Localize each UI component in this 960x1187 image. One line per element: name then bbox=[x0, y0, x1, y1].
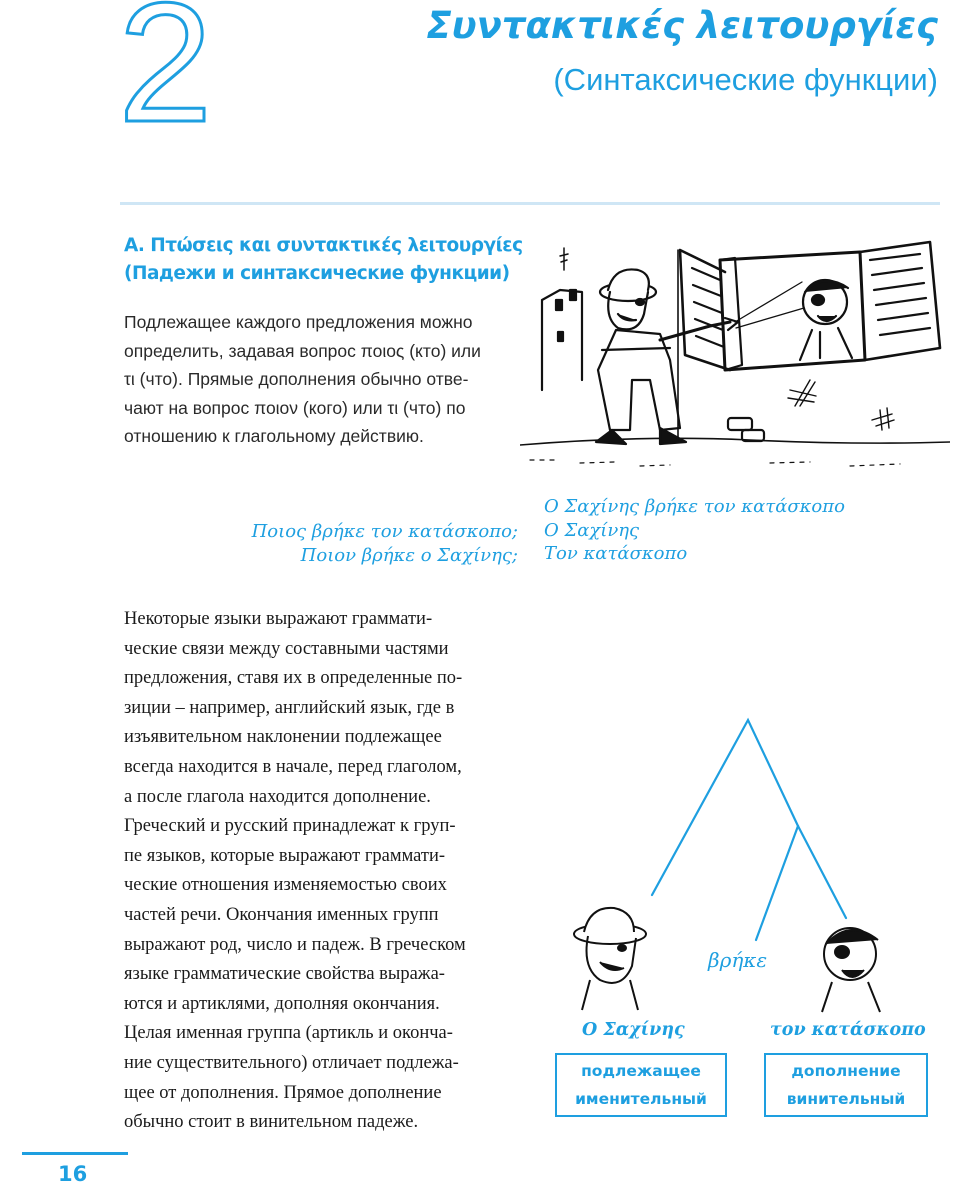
example-answer: Τον κατάσκοπο bbox=[544, 543, 688, 564]
section-heading bbox=[124, 232, 523, 288]
object-case: винительный bbox=[786, 1090, 906, 1108]
detective-spy-illustration bbox=[520, 230, 950, 470]
section-heading-russian: (Падежи и синтаксические функции) bbox=[124, 263, 510, 284]
body-line: пе языков, которые выражают граммати- bbox=[124, 845, 446, 866]
header-divider bbox=[120, 202, 940, 205]
body-line: изъявительном наклонении подлежащее bbox=[124, 727, 442, 748]
page-number: 16 bbox=[58, 1162, 88, 1186]
object-role: дополнение bbox=[791, 1062, 901, 1080]
body-line: Целая именная группа (артикль и оконча- bbox=[124, 1023, 453, 1044]
object-role-box bbox=[764, 1053, 928, 1117]
body-line: всегда находится в начале, перед глаголом, bbox=[124, 756, 462, 777]
example-answer: Ο Σαχίνης bbox=[544, 519, 640, 541]
body-line: выражают род, число и падеж. В греческом bbox=[124, 934, 466, 955]
tree-branch-object bbox=[798, 826, 846, 918]
body-paragraph bbox=[124, 605, 518, 1138]
page-number-rule bbox=[22, 1152, 128, 1155]
body-line: ческие связи между составными частями bbox=[124, 638, 449, 659]
intro-line: Подлежащее каждого предложения можно bbox=[124, 312, 473, 332]
tree-branch-verb bbox=[756, 826, 798, 940]
subject-role-box bbox=[555, 1053, 727, 1117]
body-line: ются и артиклями, дополняя окончания. bbox=[124, 993, 440, 1014]
section-heading-greek: Α. Πτώσεις και συντακτικές λειτουργίες bbox=[124, 235, 523, 256]
body-line: щее от дополнения. Прямое дополнение bbox=[124, 1082, 442, 1103]
tree-verb-label: βρήκε bbox=[708, 948, 768, 972]
body-line: предложения, ставя их в определенные по- bbox=[124, 668, 463, 689]
body-line: зиции – например, английский язык, где в bbox=[124, 697, 455, 718]
intro-line: отношению к глагольному действию. bbox=[124, 426, 424, 446]
subject-case: именительный bbox=[575, 1090, 707, 1108]
syntax-tree bbox=[560, 700, 940, 1030]
detective-head-icon bbox=[574, 908, 646, 1010]
intro-line: чают на вопрос ποιον (кого) или τι (что) по bbox=[124, 397, 466, 418]
body-line: Греческий и русский принадлежат к груп- bbox=[124, 816, 456, 837]
intro-line: τι (что). Прямые дополнения обычно отве- bbox=[124, 369, 469, 389]
example-question: Ποιον βρήκε ο Σαχίνης; bbox=[300, 544, 518, 566]
body-line: частей речи. Окончания именных групп bbox=[124, 904, 439, 925]
tree-branch-subject bbox=[652, 720, 798, 895]
example-question: Ποιος βρήκε τον κατάσκοπο; bbox=[251, 521, 518, 542]
intro-line: определить, задавая вопрос ποιος (кто) или bbox=[124, 340, 481, 361]
body-line: ние существительного) отличает подлежа- bbox=[124, 1052, 459, 1073]
example-answers bbox=[544, 495, 845, 566]
subject-role: подлежащее bbox=[581, 1062, 701, 1080]
chapter-title: Συντακτικές λειτουργίες bbox=[426, 4, 938, 47]
body-line: языке грамматические свойства выража- bbox=[124, 964, 445, 985]
body-line: а после глагола находится дополнение. bbox=[124, 786, 431, 807]
chapter-subtitle: (Синтаксические функции) bbox=[553, 62, 938, 97]
tree-subject-label: Ο Σαχίνης bbox=[582, 1020, 685, 1040]
body-line: Некоторые языки выражают граммати- bbox=[124, 609, 433, 629]
tree-object-label: τον κατάσκοπο bbox=[770, 1020, 926, 1040]
body-line: обычно стоит в винительном падеже. bbox=[124, 1112, 419, 1133]
intro-paragraph bbox=[124, 308, 519, 451]
chapter-number: 2 bbox=[118, 0, 213, 158]
example-answer: Ο Σαχίνης βρήκε τον κατάσκοπο bbox=[544, 496, 845, 517]
example-questions bbox=[252, 520, 518, 567]
body-line: ческие отношения изменяемостью своих bbox=[124, 875, 447, 896]
spy-head-icon bbox=[822, 928, 880, 1012]
